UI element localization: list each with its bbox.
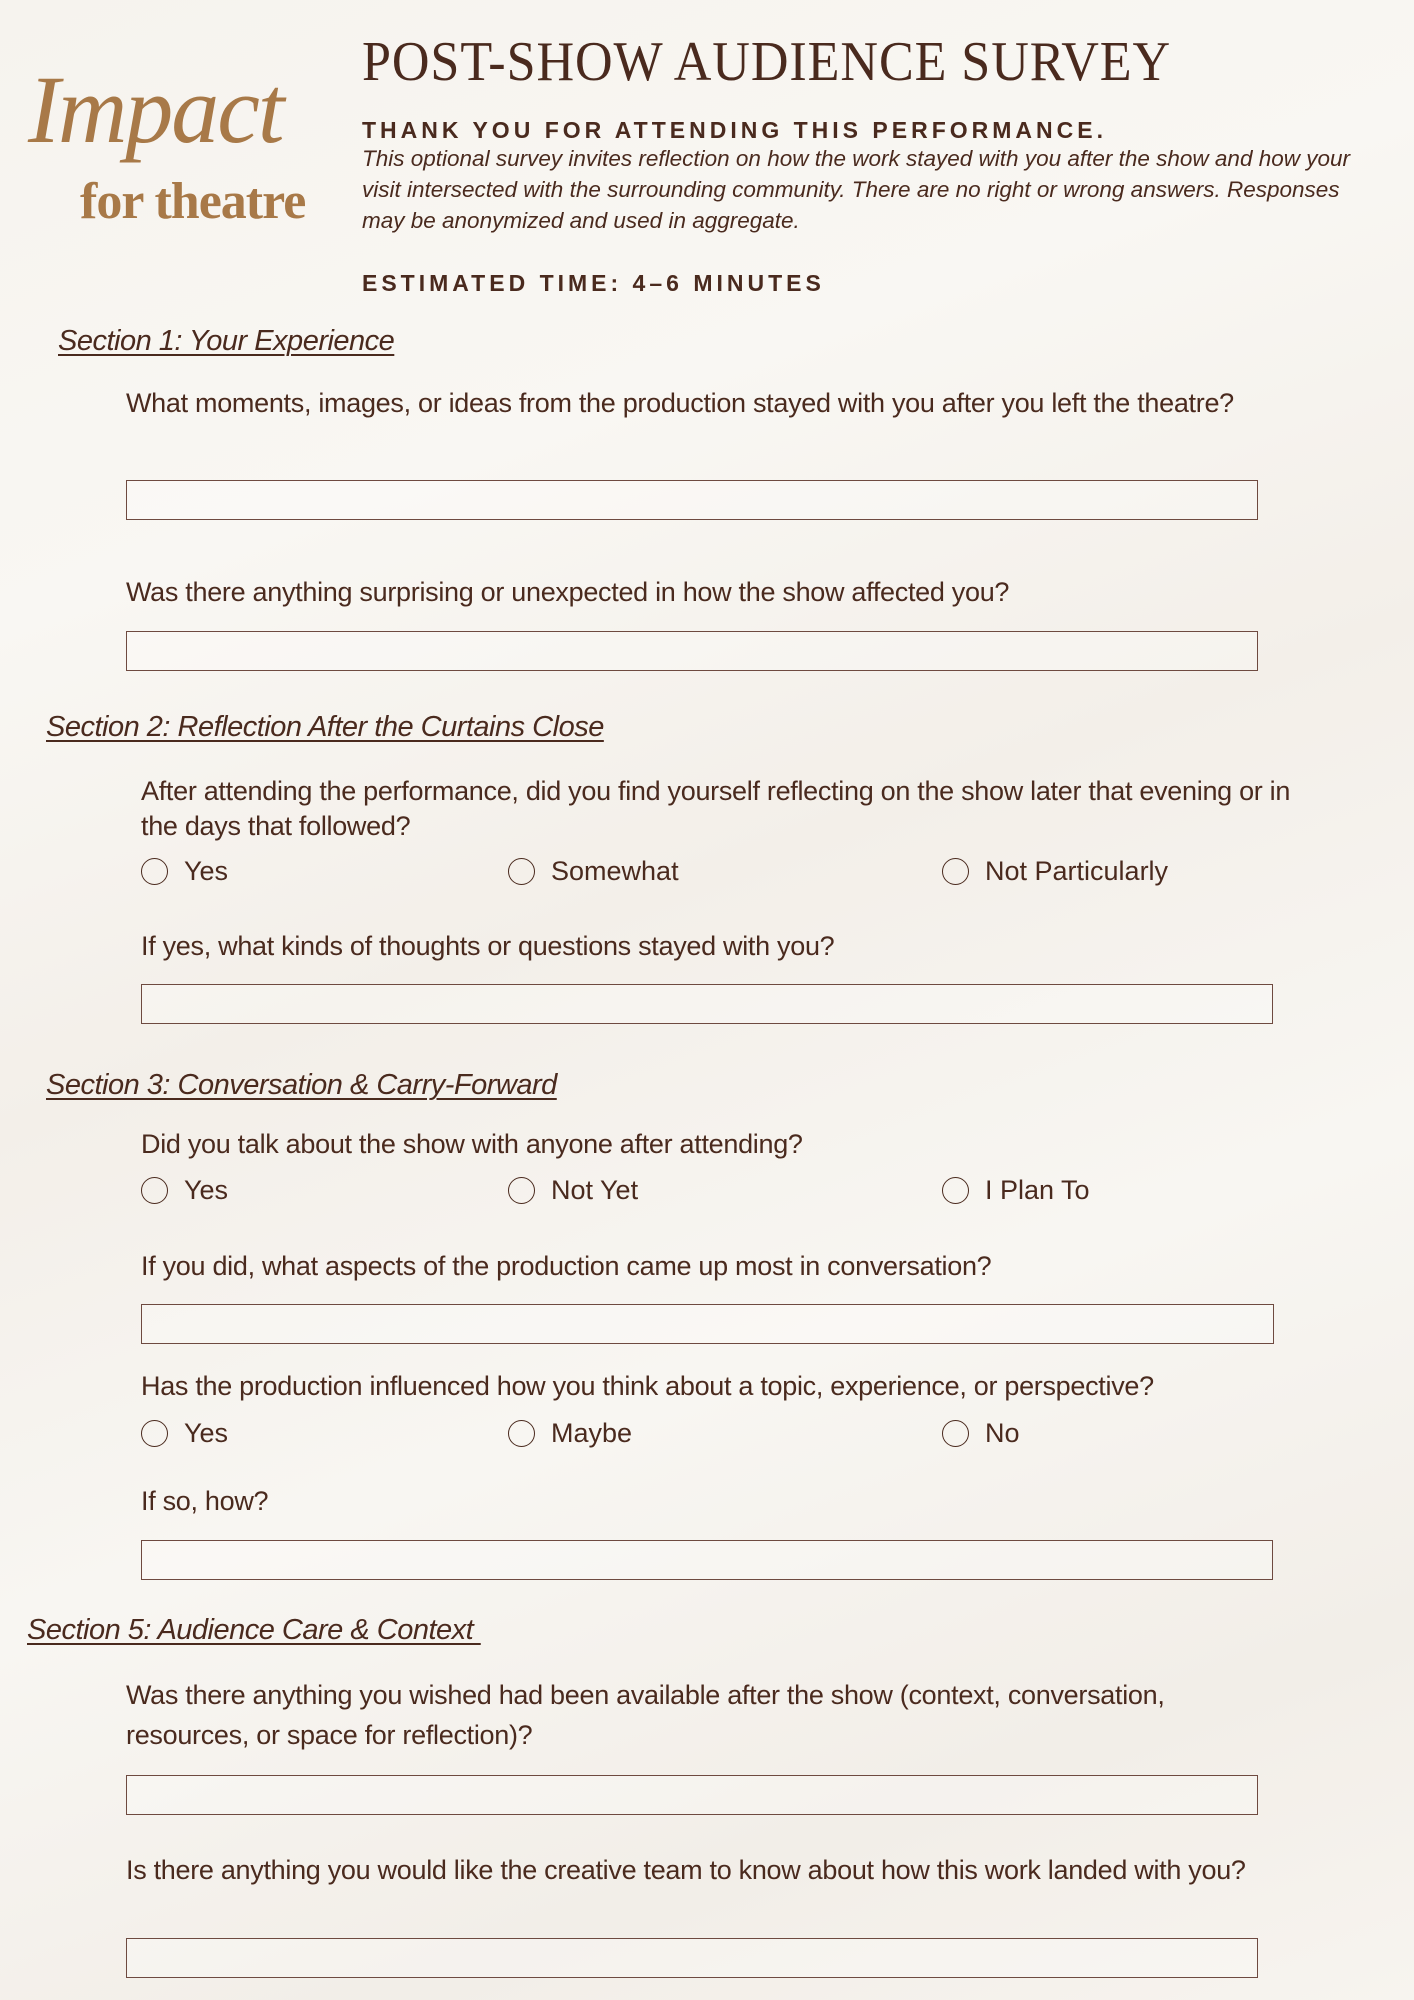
radio-circle-icon[interactable]: [942, 1177, 969, 1204]
radio-3-1-not-yet[interactable]: Not Yet: [508, 1175, 638, 1206]
page-title: POST-SHOW AUDIENCE SURVEY: [362, 31, 1172, 93]
question-3-1: Did you talk about the show with anyone after attending?: [141, 1129, 803, 1159]
radio-circle-icon[interactable]: [942, 858, 969, 885]
question-3-2: If you did, what aspects of the production came up most in conversation?: [141, 1251, 992, 1281]
question-1-2: Was there anything surprising or unexpected in how the show affected you?: [126, 577, 1010, 607]
radio-circle-icon[interactable]: [508, 1420, 535, 1447]
question-2-2: If yes, what kinds of thoughts or questions stayed with you?: [141, 931, 835, 961]
question-2-1: After attending the performance, did you find yourself reflecting on the show later that evening or in the days that followed?: [141, 776, 1291, 841]
radio-circle-icon[interactable]: [141, 858, 168, 885]
question-1-1: What moments, images, or ideas from the production stayed with you after you left the theatre?: [126, 388, 1234, 418]
section-1-title: Section 1: Your Experience: [58, 325, 395, 357]
radio-3-1-i-plan-to[interactable]: I Plan To: [942, 1175, 1090, 1206]
estimated-time: ESTIMATED TIME: 4–6 MINUTES: [362, 270, 825, 296]
radio-circle-icon[interactable]: [141, 1177, 168, 1204]
radio-circle-icon[interactable]: [141, 1420, 168, 1447]
answer-field-5-1[interactable]: [126, 1775, 1258, 1815]
radio-3-3-no[interactable]: No: [942, 1418, 1020, 1449]
radio-circle-icon[interactable]: [508, 858, 535, 885]
radio-3-3-maybe[interactable]: Maybe: [508, 1418, 632, 1449]
radio-circle-icon[interactable]: [942, 1420, 969, 1447]
radio-2-1-somewhat[interactable]: Somewhat: [508, 856, 679, 887]
answer-field-1-1[interactable]: [126, 480, 1258, 520]
question-3-4: If so, how?: [141, 1486, 269, 1516]
intro-text: This optional survey invites reflection on how the work stayed with you after the show and how your visit intersected with the surrounding community. There are no right or wrong answers. Responses may be anonymized and used in aggregate.: [362, 146, 1351, 233]
radio-2-1-not-particularly[interactable]: Not Particularly: [942, 856, 1168, 887]
logo-impact: Impact: [28, 56, 283, 163]
section-5-title: Section 5: Audience Care & Context: [27, 1614, 481, 1646]
answer-field-3-4[interactable]: [141, 1540, 1273, 1580]
radio-3-3-yes[interactable]: Yes: [141, 1418, 228, 1449]
answer-field-1-2[interactable]: [126, 631, 1258, 671]
logo-for-theatre: for theatre: [80, 173, 306, 230]
radio-2-1-yes[interactable]: Yes: [141, 856, 228, 887]
radio-circle-icon[interactable]: [508, 1177, 535, 1204]
answer-field-5-2[interactable]: [126, 1938, 1258, 1978]
section-3-title: Section 3: Conversation & Carry-Forward: [46, 1069, 557, 1101]
section-2-title: Section 2: Reflection After the Curtains Close: [46, 711, 604, 743]
question-5-1: Was there anything you wished had been available after the show (context, conversation, resources, or space for reflection)?: [126, 1680, 1165, 1750]
answer-field-3-2[interactable]: [141, 1304, 1274, 1344]
thank-you-heading: THANK YOU FOR ATTENDING THIS PERFORMANCE.: [362, 117, 1107, 143]
question-3-3: Has the production influenced how you think about a topic, experience, or perspective?: [141, 1371, 1154, 1401]
question-5-2: Is there anything you would like the creative team to know about how this work landed with you?: [126, 1855, 1246, 1885]
answer-field-2-2[interactable]: [141, 984, 1273, 1024]
radio-3-1-yes[interactable]: Yes: [141, 1175, 228, 1206]
